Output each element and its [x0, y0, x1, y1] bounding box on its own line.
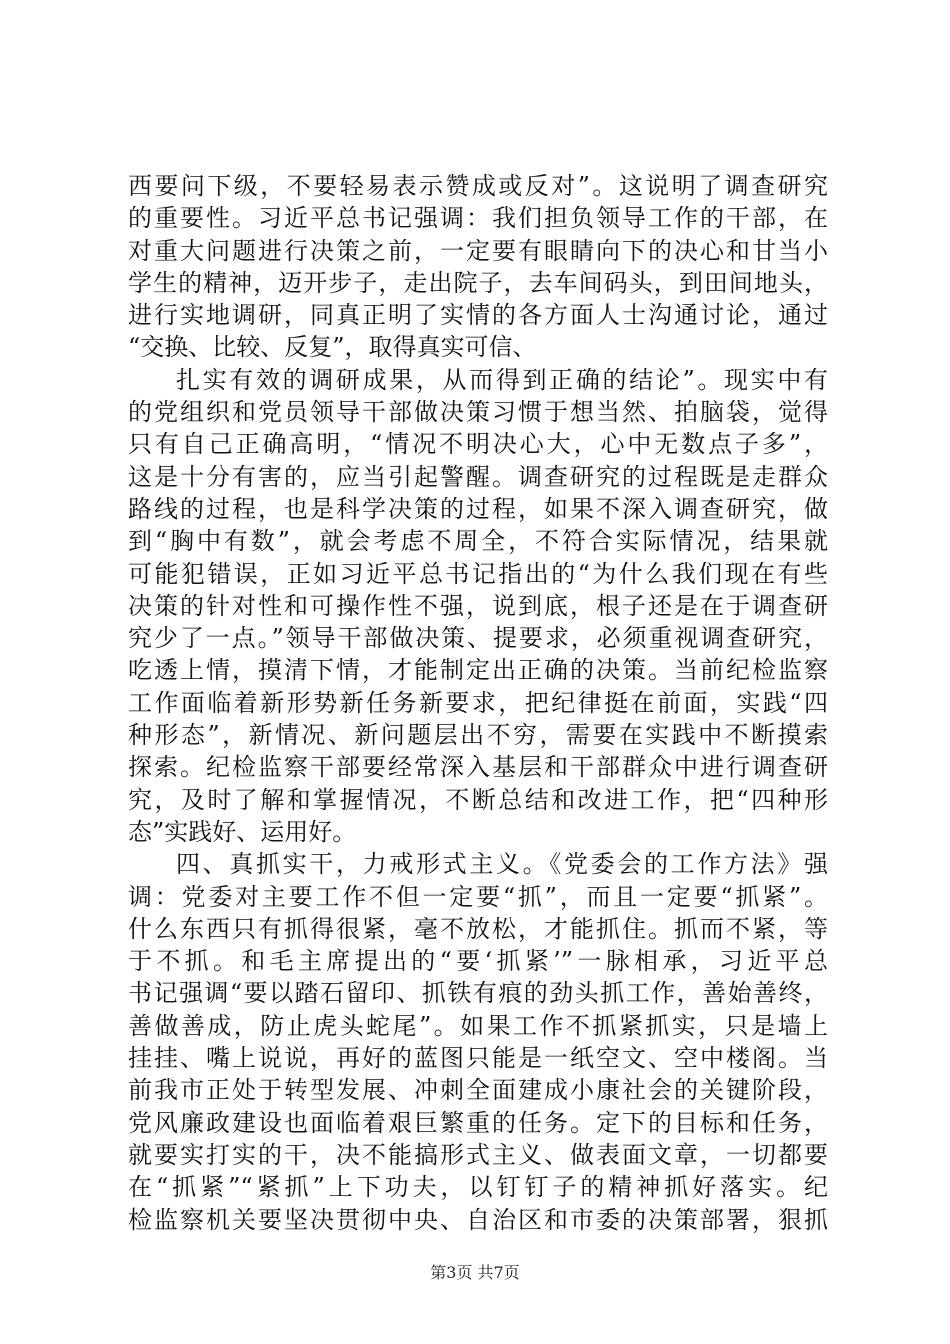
- text-line: 这是十分有害的，应当引起警醒。调查研究的过程既是走群众: [128, 462, 828, 491]
- text-line: 挂挂、嘴上说说，再好的蓝图只能是一纸空文、空中楼阁。当: [128, 1044, 828, 1073]
- text-line: 党风廉政建设也面临着艰巨繁重的任务。定下的目标和任务，: [128, 1108, 828, 1137]
- text-line: 工作面临着新形势新任务新要求，把纪律挺在前面，实践“四: [128, 688, 828, 717]
- text-line: 调：党委对主要工作不但一定要“抓”，而且一定要“抓紧”。: [128, 882, 828, 911]
- text-line: 对重大问题进行决策之前，一定要有眼睛向下的决心和甘当小: [128, 236, 828, 265]
- text-line: 究，及时了解和掌握情况，不断总结和改进工作，把“四种形: [128, 785, 828, 814]
- text-line: 究少了一点。”领导干部做决策、提要求，必须重视调查研究，: [128, 624, 828, 653]
- text-line: 书记强调“要以踏石留印、抓铁有痕的劲头抓工作，善始善终，: [128, 979, 828, 1008]
- text-line: 于不抓。和毛主席提出的“要‘抓紧’”一脉相承，习近平总: [128, 947, 828, 976]
- text-line: 学生的精神，迈开步子，走出院子，去车间码头，到田间地头，: [128, 268, 828, 297]
- text-line: 探索。纪检监察干部要经常深入基层和干部群众中进行调查研: [128, 753, 828, 782]
- text-line: 西要问下级，不要轻易表示赞成或反对”。这说明了调查研究: [128, 172, 828, 200]
- text-line: 检监察机关要坚决贯彻中央、自治区和市委的决策部署，狠抓: [128, 1205, 828, 1234]
- text-line: 种形态”，新情况、新问题层出不穷，需要在实践中不断摸索: [128, 721, 828, 750]
- text-line: 可能犯错误，正如习近平总书记指出的“为什么我们现在有些: [128, 559, 828, 588]
- text-line: 路线的过程，也是科学决策的过程，如果不深入调查研究，做: [128, 494, 828, 523]
- text-line: 的党组织和党员领导干部做决策习惯于想当然、拍脑袋，觉得: [128, 398, 828, 427]
- text-line: “交换、比较、反复”，取得真实可信、: [128, 333, 537, 362]
- text-line: 善做善成，防止虎头蛇尾”。如果工作不抓紧抓实，只是墙上: [128, 1011, 828, 1040]
- paragraph-start-line: 扎实有效的调研成果，从而得到正确的结论”。现实中有: [176, 365, 828, 394]
- text-line: 到“胸中有数”，就会考虑不周全，不符合实际情况，结果就: [128, 527, 828, 556]
- section-heading-line: 四、真抓实干，力戒形式主义。《党委会的工作方法》强: [176, 850, 828, 879]
- text-line: 决策的针对性和可操作性不强，说到底，根子还是在于调查研: [128, 591, 828, 620]
- body-text: [128, 170, 828, 1236]
- text-line: 什么东西只有抓得很紧，毫不放松，才能抓住。抓而不紧，等: [128, 914, 828, 943]
- text-line: 吃透上情，摸清下情，才能制定出正确的决策。当前纪检监察: [128, 656, 828, 685]
- page-footer: [0, 1263, 950, 1283]
- text-line: 的重要性。习近平总书记强调：我们担负领导工作的干部，在: [128, 204, 828, 233]
- text-line: 进行实地调研，同真正明了实情的各方面人士沟通讨论，通过: [128, 301, 828, 330]
- text-line: 态”实践好、运用好。: [128, 817, 357, 846]
- text-line: 只有自己正确高明，“情况不明决心大，心中无数点子多”，: [128, 430, 828, 459]
- text-line: 就要实打实的干，决不能搞形式主义、做表面文章，一切都要: [128, 1140, 828, 1169]
- text-line: 前我市正处于转型发展、冲刺全面建成小康社会的关键阶段，: [128, 1076, 828, 1105]
- text-line: 在“抓紧”“紧抓”上下功夫，以钉钉子的精神抓好落实。纪: [128, 1173, 828, 1202]
- page-number: 第3页 共7页: [430, 1263, 520, 1282]
